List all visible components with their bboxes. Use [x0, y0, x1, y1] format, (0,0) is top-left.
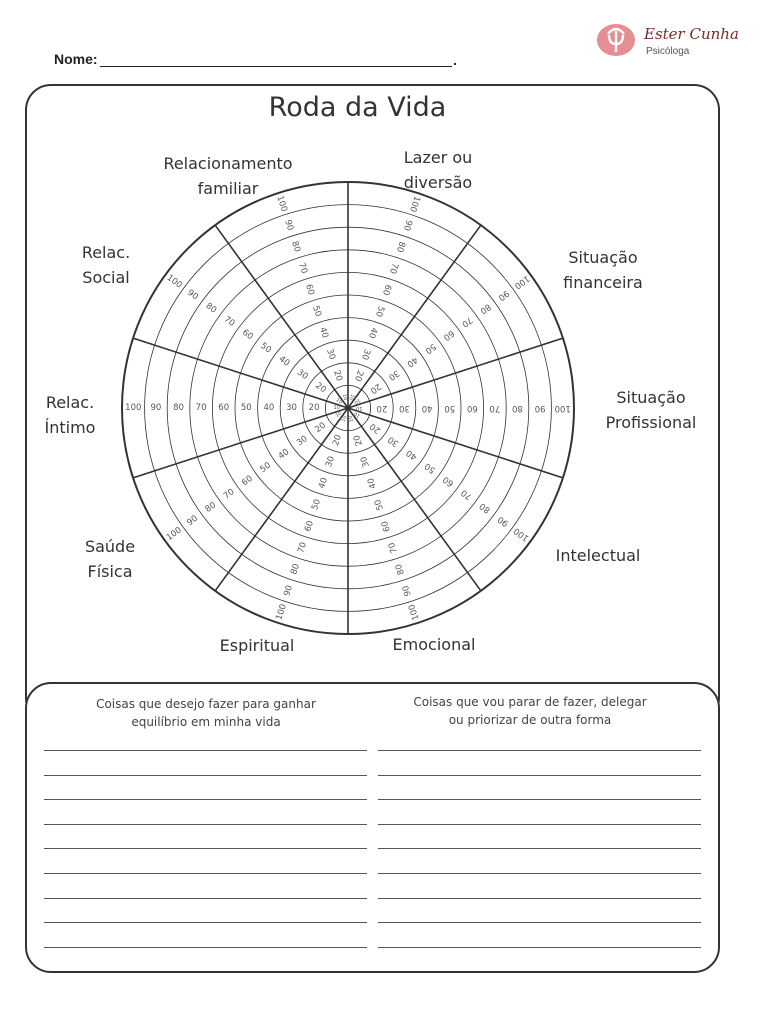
scale-label: 50: [258, 340, 274, 356]
category-label: Relac. Íntimo: [44, 393, 96, 437]
name-label: Nome:: [54, 51, 98, 67]
scale-label: 90: [150, 403, 162, 413]
scale-label: 30: [324, 347, 337, 361]
scale-label: 90: [400, 218, 414, 232]
scale-label: 10: [334, 397, 344, 406]
scale-label: 80: [289, 562, 303, 576]
scale-label: 100: [512, 525, 532, 544]
scale-label: 60: [466, 403, 478, 413]
scale-label: 10: [340, 414, 349, 423]
scale-label: 90: [496, 287, 511, 303]
scale-label: 50: [310, 304, 324, 318]
scale-label: 80: [289, 240, 303, 254]
scale-label: 80: [477, 301, 493, 316]
right-writing-line[interactable]: [378, 898, 701, 899]
logo-subtitle: Psicóloga: [646, 46, 690, 57]
scale-label: 50: [422, 460, 438, 476]
scale-label: 60: [303, 519, 317, 533]
category-label: Emocional: [392, 635, 476, 654]
scale-label: 20: [308, 403, 320, 413]
category-label: Relacionamento familiar: [163, 154, 293, 198]
scale-label: 50: [372, 498, 386, 512]
scale-label: 80: [173, 403, 184, 413]
scale-label: 100: [274, 194, 289, 214]
scale-label: 60: [379, 519, 393, 533]
scale-label: 50: [258, 460, 274, 476]
scale-label: 80: [203, 301, 219, 316]
scale-label: 80: [512, 403, 523, 413]
scale-label: 70: [459, 487, 475, 502]
scale-label: 80: [393, 562, 407, 576]
scale-label: 80: [393, 240, 407, 254]
scale-label: 90: [496, 513, 511, 529]
right-writing-line[interactable]: [378, 750, 701, 751]
scale-label: 10: [347, 393, 356, 402]
category-label: Relac. Social: [81, 243, 131, 287]
scale-label: 40: [366, 326, 379, 340]
scale-label: 30: [399, 403, 410, 413]
right-writing-line[interactable]: [378, 775, 701, 776]
left-writing-line[interactable]: [44, 848, 367, 849]
right-writing-line[interactable]: [378, 799, 701, 800]
scale-label: 30: [294, 367, 310, 383]
scale-label: 50: [240, 403, 252, 413]
right-writing-line[interactable]: [378, 947, 701, 948]
scale-label: 70: [221, 314, 237, 329]
scale-label: 90: [400, 584, 414, 598]
category-label: Situação Profissional: [605, 388, 697, 432]
scale-label: 30: [359, 347, 372, 361]
name-end-dot: .: [453, 52, 457, 68]
scale-label: 50: [422, 340, 438, 356]
scale-label: 40: [317, 476, 330, 490]
scale-label: 100: [164, 272, 184, 291]
category-label: Lazer ou diversão: [403, 148, 473, 192]
left-writing-line[interactable]: [44, 750, 367, 751]
left-writing-line[interactable]: [44, 922, 367, 923]
scale-label: 60: [240, 327, 255, 343]
scale-label: 100: [554, 403, 571, 413]
scale-label: 90: [534, 403, 546, 413]
scale-label: 20: [368, 380, 383, 396]
wheel-spoke: [215, 225, 348, 408]
left-column-heading: Coisas que desejo fazer para ganhar equilíbrio em minha vida: [96, 697, 316, 729]
scale-label: 30: [324, 455, 337, 469]
scale-label: 80: [477, 500, 493, 515]
scale-label: 10: [333, 405, 340, 411]
scale-label: 70: [489, 403, 501, 413]
scale-label: 10: [352, 410, 362, 419]
scale-label: 20: [352, 433, 365, 447]
left-writing-line[interactable]: [44, 799, 367, 800]
scale-label: 70: [296, 261, 310, 275]
scale-label: 90: [185, 513, 200, 529]
scale-label: 30: [386, 367, 402, 383]
scale-label: 20: [313, 380, 328, 396]
wheel-spoke: [348, 225, 481, 408]
scale-label: 40: [421, 403, 433, 413]
page-title: Roda da Vida: [268, 92, 447, 123]
scale-label: 40: [263, 403, 275, 413]
category-label: Intelectual: [555, 546, 641, 565]
wheel-spoke: [348, 408, 481, 591]
left-writing-line[interactable]: [44, 824, 367, 825]
scale-label: 40: [404, 354, 420, 369]
scale-label: 90: [282, 218, 296, 232]
scale-label: 90: [185, 287, 200, 303]
scale-label: 20: [313, 420, 328, 436]
scale-label: 60: [441, 473, 456, 489]
scale-label: 100: [164, 525, 184, 544]
scale-label: 80: [203, 500, 219, 515]
scale-label: 100: [274, 602, 289, 622]
scale-label: 60: [303, 283, 317, 297]
left-writing-line[interactable]: [44, 947, 367, 948]
category-label: Situação financeira: [563, 248, 643, 292]
scale-label: 20: [368, 420, 383, 436]
scale-label: 10: [352, 397, 362, 406]
scale-label: 20: [331, 369, 344, 383]
wheel-spoke: [215, 408, 348, 591]
right-writing-line[interactable]: [378, 824, 701, 825]
scale-label: 60: [379, 283, 393, 297]
left-writing-line[interactable]: [44, 873, 367, 874]
right-writing-line[interactable]: [378, 848, 701, 849]
scale-label: 70: [386, 261, 400, 275]
scale-label: 40: [404, 447, 420, 462]
left-writing-line[interactable]: [44, 775, 367, 776]
scale-label: 40: [317, 326, 330, 340]
scale-label: 30: [359, 455, 372, 469]
scale-label: 100: [125, 403, 142, 413]
scale-label: 100: [407, 194, 422, 214]
scale-label: 30: [386, 433, 402, 449]
scale-label: 40: [366, 476, 379, 490]
scale-label: 50: [310, 498, 324, 512]
scale-label: 100: [407, 602, 422, 622]
scale-label: 60: [441, 327, 456, 343]
scale-label: 10: [334, 410, 344, 419]
scale-label: 30: [286, 403, 297, 413]
scale-label: 10: [356, 405, 363, 411]
scale-label: 10: [340, 393, 349, 402]
scale-label: 20: [376, 403, 388, 413]
category-label: Saúde Física: [84, 537, 136, 581]
scale-label: 10: [347, 414, 356, 423]
left-writing-line[interactable]: [44, 898, 367, 899]
scale-label: 50: [372, 304, 386, 318]
scale-label: 70: [296, 541, 310, 555]
scale-label: 60: [218, 403, 230, 413]
scale-label: 60: [240, 473, 255, 489]
right-column-heading: Coisas que vou parar de fazer, delegar ou priorizar de outra forma: [413, 695, 647, 727]
scale-label: 50: [444, 403, 456, 413]
scale-label: 70: [195, 403, 207, 413]
scale-label: 20: [352, 369, 365, 383]
scale-label: 100: [512, 272, 532, 291]
category-label: Espiritual: [219, 636, 295, 655]
scale-label: 70: [221, 487, 237, 502]
scale-label: 40: [276, 354, 292, 369]
scale-label: 70: [459, 314, 475, 329]
scale-label: 70: [386, 541, 400, 555]
scale-label: 20: [331, 433, 344, 447]
right-writing-line[interactable]: [378, 873, 701, 874]
scale-label: 90: [282, 584, 296, 598]
logo-name: Ester Cunha: [644, 25, 739, 43]
scale-label: 30: [294, 433, 310, 449]
right-writing-line[interactable]: [378, 922, 701, 923]
scale-label: 40: [276, 447, 292, 462]
